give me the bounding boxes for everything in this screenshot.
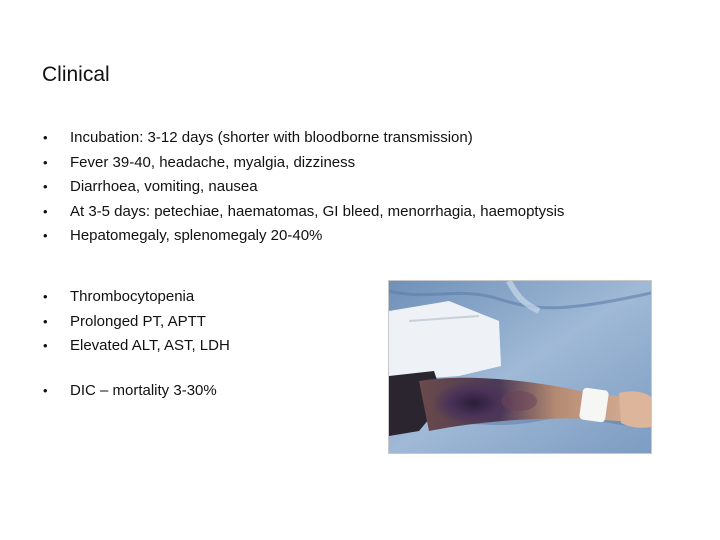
list-item: [43, 334, 230, 359]
photo-illustration: [389, 281, 651, 453]
list-item-text: At 3-5 days: petechiae, haematomas, GI bleed, menorrhagia, haemoptysis: [70, 202, 565, 220]
list-item: [43, 379, 217, 404]
bullet-icon: •: [43, 338, 48, 353]
bullet-icon: •: [43, 203, 48, 219]
list-item: [43, 310, 230, 335]
bullet-list-lab-findings: [43, 285, 230, 359]
list-item-text: Diarrhoea, vomiting, nausea: [70, 178, 258, 195]
list-item-text: Fever 39-40, headache, myalgia, dizziness: [70, 153, 356, 171]
list-item: [43, 285, 230, 310]
patient-arm-photo: [388, 280, 652, 454]
bullet-icon: •: [43, 228, 48, 243]
list-item: [43, 151, 564, 176]
bullet-icon: •: [43, 383, 48, 398]
slide-title: Clinical: [42, 63, 110, 86]
list-item: [43, 200, 564, 225]
bullet-icon: •: [43, 130, 48, 145]
bullet-icon: •: [43, 313, 48, 329]
list-item: [43, 175, 564, 200]
list-item-text: Thrombocytopenia: [70, 288, 195, 305]
list-item-text: Incubation: 3-12 days (shorter with bloodborne transmission): [70, 129, 473, 146]
list-item: [43, 126, 564, 151]
bullet-list-symptoms: [43, 126, 564, 249]
list-item-text: Hepatomegaly, splenomegaly 20-40%: [70, 227, 323, 244]
list-item-text: Elevated ALT, AST, LDH: [70, 337, 230, 354]
bullet-icon: •: [43, 154, 48, 170]
list-item-text: Prolonged PT, APTT: [70, 312, 206, 330]
bullet-icon: •: [43, 289, 48, 304]
bullet-icon: •: [43, 179, 48, 194]
list-item: [43, 224, 564, 249]
list-item-text: DIC – mortality 3-30%: [70, 382, 217, 399]
bullet-list-outcome: [43, 379, 217, 404]
